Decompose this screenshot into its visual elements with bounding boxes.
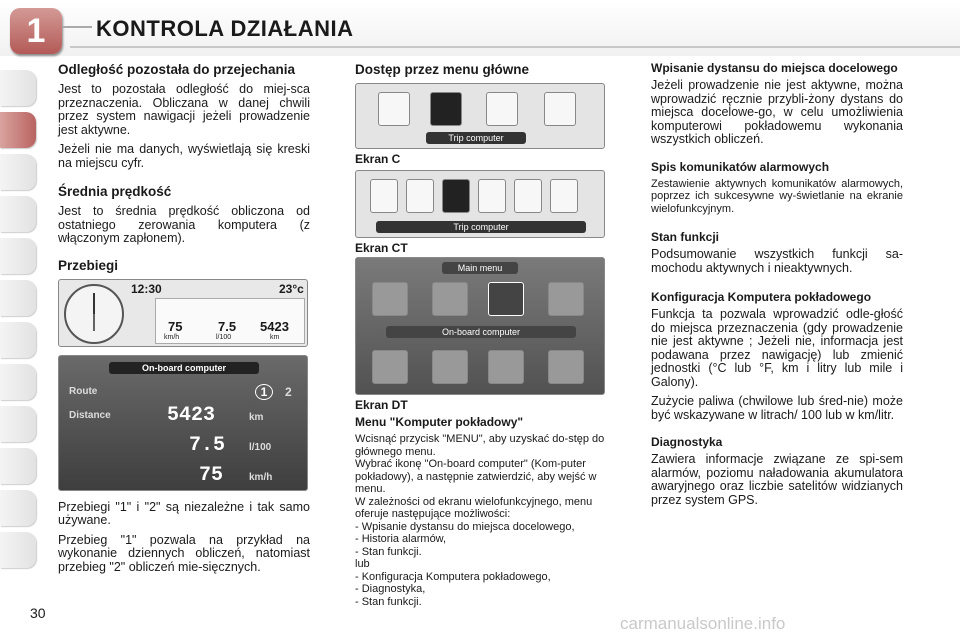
speed-value: 75: [199, 463, 224, 487]
navigation-icon[interactable]: [378, 92, 410, 126]
distance-value: 5423: [167, 403, 216, 427]
section-title: Spis komunikatów alarmowych: [651, 159, 830, 174]
screen-label: Ekran CT: [355, 241, 408, 255]
section-title: Wpisanie dystansu do miejsca docelowego: [651, 61, 898, 75]
chapter-tab[interactable]: [0, 490, 36, 526]
trip-2-indicator[interactable]: 2: [285, 384, 292, 399]
screen-header: On-board computer: [109, 362, 259, 374]
phone-icon[interactable]: [544, 92, 576, 126]
distance-unit: km: [270, 333, 280, 341]
paragraph: Jest to pozostała odległość do miej-sca przeznaczenia. Obliczana w danej chwili przez system nawigacji jeżeli prowadzenie jest aktywne.: [58, 82, 310, 137]
settings-icon[interactable]: [432, 350, 468, 384]
chapter-tab[interactable]: [0, 196, 36, 232]
section-title: Średnia prędkość: [58, 184, 172, 199]
chapter-tab[interactable]: [0, 406, 36, 442]
menu-selection-bar: On-board computer: [386, 326, 576, 338]
avg-speed-unit: km/h: [164, 333, 180, 341]
navigation-icon[interactable]: [370, 179, 398, 213]
chapter-tab-active[interactable]: [0, 112, 36, 148]
list-item: - Historia alarmów,: [355, 533, 447, 545]
paragraph: Jeżeli nie ma danych, wyświetlają się kreski na miejscu cyfr.: [58, 142, 310, 170]
section-title: Konfiguracja Komputera pokładowego: [651, 290, 872, 304]
distance-label: Distance: [69, 409, 111, 421]
chapter-tab[interactable]: [0, 322, 36, 358]
page-header: [0, 0, 960, 56]
screen-dt: [355, 257, 605, 395]
navigation-icon[interactable]: [372, 282, 408, 316]
screen-c: [355, 83, 605, 149]
clock-time: 12:30: [131, 281, 162, 296]
consumption-unit: l/100: [216, 333, 232, 341]
section-title: Dostęp przez menu główne: [355, 62, 530, 77]
list-item: - Stan funkcji.: [355, 595, 422, 608]
clock-icon: [61, 281, 141, 347]
paragraph: Funkcja ta pozwala wprowadzić odle-głość do miejsca przeznaczenia (gdy prowadzenie nie jest aktywne ; Jeżeli nie, informacja jest podawana przez nawigację) lub zmienić jednostki (°C lub °F, km i litry lub mile i Galony).: [651, 307, 903, 389]
header-divider: [70, 46, 960, 48]
list-item: - Wpisanie dystansu do miejsca docelowego,: [355, 520, 575, 533]
paragraph: Zużycie paliwa (chwilowe lub śred-nie) może być wskazywane w litrach/ 100 lub w km/litr.: [651, 394, 903, 422]
settings-icon[interactable]: [486, 92, 518, 126]
page-number: 30: [30, 605, 46, 621]
instruction: Wcisnąć przycisk "MENU", aby uzyskać do-stęp do głównego menu.: [355, 433, 605, 458]
list-item: - Stan funkcji.: [355, 545, 422, 558]
settings-icon[interactable]: [550, 179, 578, 213]
chapter-tabs: [0, 70, 46, 610]
chapter-badge: 1: [10, 8, 62, 54]
menu-title: Menu "Komputer pokładowy": [355, 415, 524, 429]
section-title: Diagnostyka: [651, 435, 723, 449]
distance-unit: km: [249, 411, 264, 423]
route-label: Route: [69, 385, 98, 397]
screen-label: Ekran C: [355, 152, 401, 166]
chapter-tab[interactable]: [0, 238, 36, 274]
header-connector: [62, 26, 92, 28]
consumption-value: 7.5: [189, 433, 226, 457]
avg-speed-value: 75: [168, 318, 183, 334]
right-column: [651, 62, 903, 513]
paragraph: Jeżeli prowadzenie nie jest aktywne, można wprowadzić ręcznie przybli-żony dystans do miejsca docelowe-go, w celu umożliwienia komputerowi pokładowemu wykonania wszystkich obliczeń.: [651, 78, 903, 146]
history-icon[interactable]: [372, 350, 408, 384]
screen-header: Main menu: [442, 262, 518, 274]
trip-display-c: [58, 279, 308, 347]
car-icon[interactable]: [432, 282, 468, 316]
chapter-tab[interactable]: [0, 532, 36, 568]
watermark: carmanualsonline.info: [620, 614, 786, 633]
trip-display-dt: [58, 355, 308, 491]
trip-computer-icon[interactable]: [442, 179, 470, 213]
chapter-tab[interactable]: [0, 448, 36, 484]
list-item: - Diagnostyka,: [355, 583, 426, 595]
trip-computer-icon[interactable]: [488, 282, 524, 316]
chapter-tab[interactable]: [0, 154, 36, 190]
chapter-tab[interactable]: [0, 70, 36, 106]
middle-column: [355, 62, 607, 608]
distance-value: 5423: [260, 318, 289, 334]
list-separator: lub: [355, 558, 370, 570]
audio-icon[interactable]: [478, 179, 506, 213]
menu-selection-bar: Trip computer: [426, 132, 526, 144]
map-icon[interactable]: [488, 350, 524, 384]
consumption-unit: l/100: [249, 441, 272, 453]
consumption-value: 7.5: [218, 318, 237, 334]
traffic-icon[interactable]: [406, 179, 434, 213]
section-title: Odległość pozostała do przejechania: [58, 62, 296, 77]
section-title: Stan funkcji: [651, 230, 720, 244]
paragraph: Przebiegi "1" i "2" są niezależne i tak samo używane.: [58, 499, 310, 527]
screen-ct: [355, 170, 605, 238]
menu-selection-bar: Trip computer: [376, 221, 586, 233]
instruction: W zależności od ekranu wielofunkcyjnego, menu oferuje następujące możliwości:: [355, 495, 593, 520]
screen-label: Ekran DT: [355, 398, 408, 412]
temperature: 23°c: [279, 281, 304, 296]
trip-computer-icon[interactable]: [430, 92, 462, 126]
paragraph: Przebieg "1" pozwala na przykład na wykonanie dziennych obliczeń, natomiast przebieg "2" obliczeń mie-sięcznych.: [58, 532, 310, 574]
left-column: [58, 62, 310, 580]
paragraph: Jest to średnia prędkość obliczona od ostatniego zerowania komputera (z włączonym zapłonem).: [58, 204, 310, 245]
display-icon[interactable]: [548, 350, 584, 384]
instruction: Wybrać ikonę "On-board computer" (Kom-puter pokładowy), a następnie zatwierdzić, aby wejść w menu.: [355, 458, 597, 495]
page-title: KONTROLA DZIAŁANIA: [96, 16, 354, 41]
trip-1-indicator[interactable]: 1: [255, 384, 273, 400]
list-item: - Konfiguracja Komputera pokładowego,: [355, 570, 551, 583]
section-title: Przebiegi: [58, 257, 119, 273]
chapter-tab[interactable]: [0, 280, 36, 316]
paragraph: Podsumowanie wszystkich funkcji sa-mochodu aktywnych i nieaktywnych.: [651, 247, 903, 275]
paragraph: Zawiera informacje związane ze spi-sem alarmów, poziomu naładowania akumulatora awaryjnego oraz liczbie satelitów widzianych przez system GPS.: [651, 452, 903, 507]
phone-icon[interactable]: [548, 282, 584, 316]
phone-icon[interactable]: [514, 179, 542, 213]
speed-unit: km/h: [249, 471, 273, 483]
trip-panel: [155, 298, 305, 344]
paragraph: Zestawienie aktywnych komunikatów alarmowych, poprzez ich sukcesywne wy-świetlanie na ekranie wielofunkcyjnym.: [651, 177, 903, 215]
chapter-tab[interactable]: [0, 364, 36, 400]
